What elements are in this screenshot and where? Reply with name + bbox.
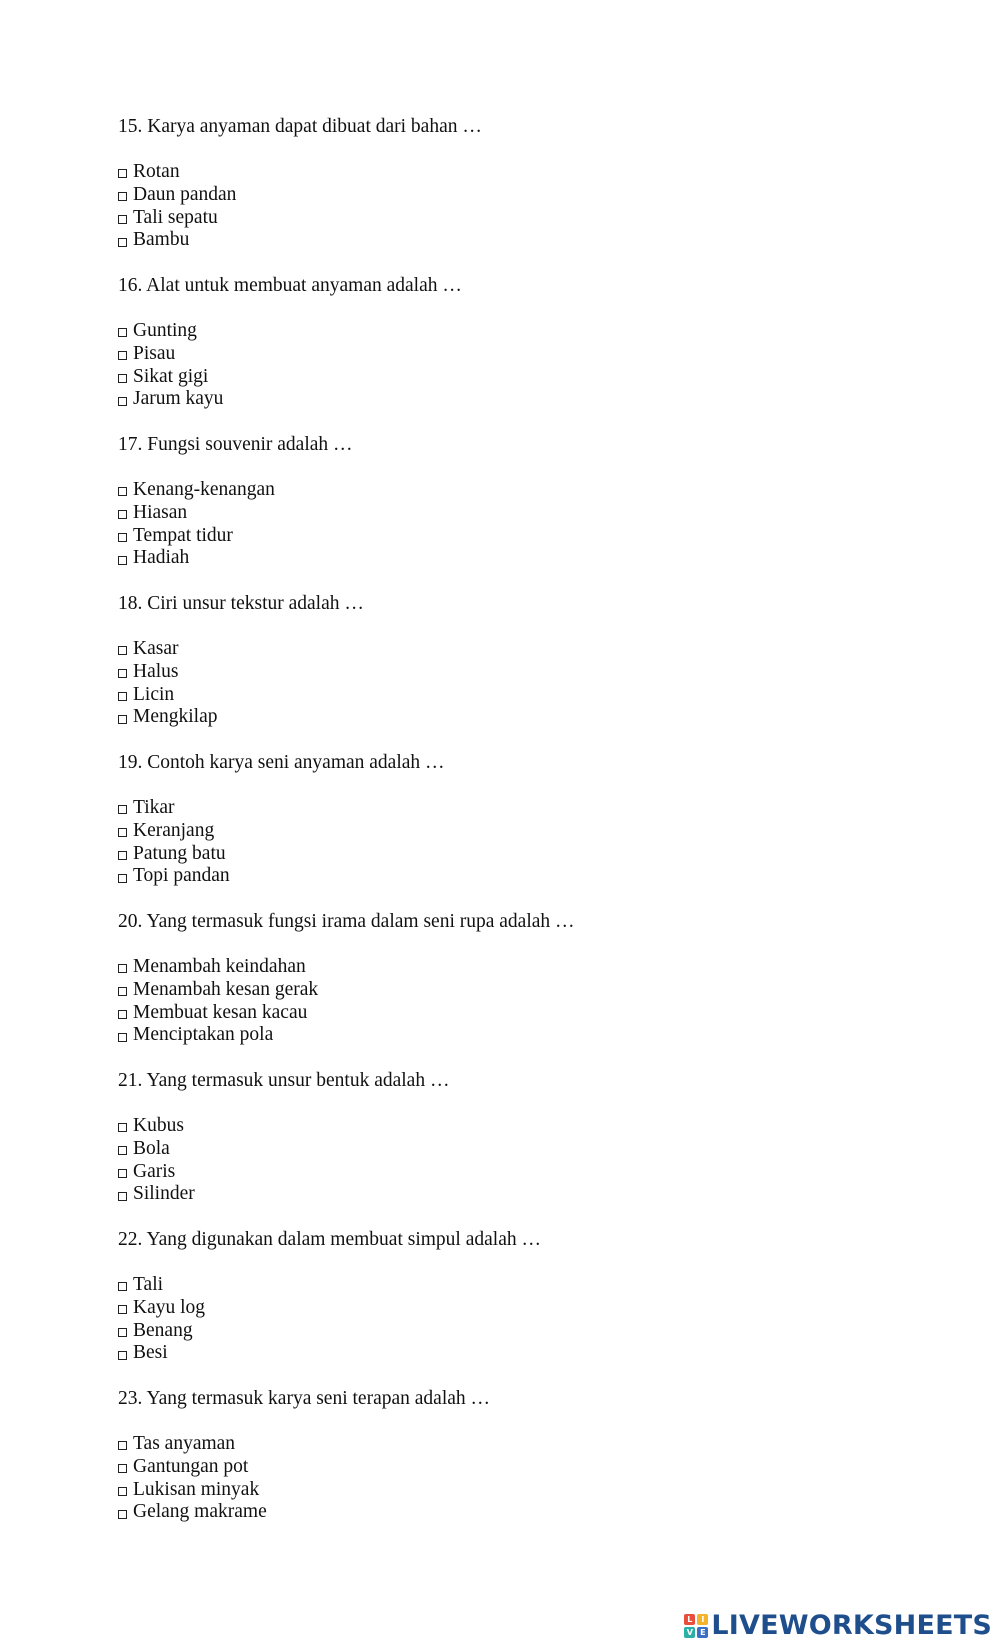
option-item[interactable] xyxy=(118,547,918,570)
option-list xyxy=(118,479,918,570)
checkbox-icon[interactable] xyxy=(118,169,127,178)
option-item[interactable] xyxy=(118,797,918,820)
checkbox-icon[interactable] xyxy=(118,487,127,496)
checkbox-icon[interactable] xyxy=(118,215,127,224)
checkbox-icon[interactable] xyxy=(118,715,127,724)
checkbox-icon[interactable] xyxy=(118,964,127,973)
question-16 xyxy=(118,275,918,434)
option-list xyxy=(118,797,918,888)
option-item[interactable] xyxy=(118,184,918,207)
option-item[interactable] xyxy=(118,366,918,389)
option-item[interactable] xyxy=(118,1024,918,1047)
option-label: Benang xyxy=(133,1319,193,1341)
option-label: Menambah kesan gerak xyxy=(133,978,319,1000)
liveworksheets-branding xyxy=(684,1611,992,1641)
option-item[interactable] xyxy=(118,502,918,525)
question-text: 19. Contoh karya seni anyaman adalah … xyxy=(118,752,445,773)
checkbox-icon[interactable] xyxy=(118,669,127,678)
option-item[interactable] xyxy=(118,979,918,1002)
option-item[interactable] xyxy=(118,343,918,366)
option-label: Gelang makrame xyxy=(133,1501,267,1523)
question-18 xyxy=(118,593,918,752)
option-label: Mengkilap xyxy=(133,706,218,728)
option-item[interactable] xyxy=(118,1138,918,1161)
option-item[interactable] xyxy=(118,479,918,502)
question-20 xyxy=(118,911,918,1070)
brand-name: LIVEWORKSHEETS xyxy=(711,1610,992,1641)
checkbox-icon[interactable] xyxy=(118,1328,127,1337)
option-item[interactable] xyxy=(118,1433,918,1456)
logo-letter: I xyxy=(697,1614,708,1625)
checkbox-icon[interactable] xyxy=(118,397,127,406)
option-item[interactable] xyxy=(118,207,918,230)
option-item[interactable] xyxy=(118,638,918,661)
checkbox-icon[interactable] xyxy=(118,1033,127,1042)
option-label: Tempat tidur xyxy=(133,524,233,546)
option-label: Tali xyxy=(133,1274,164,1295)
question-text: 18. Ciri unsur tekstur adalah … xyxy=(118,593,364,614)
option-item[interactable] xyxy=(118,229,918,252)
question-text: 21. Yang termasuk unsur bentuk adalah … xyxy=(118,1070,450,1091)
option-label: Membuat kesan kacau xyxy=(133,1001,308,1023)
option-label: Topi pandan xyxy=(133,865,230,887)
checkbox-icon[interactable] xyxy=(118,1146,127,1155)
option-label: Hiasan xyxy=(133,501,188,523)
logo-letter: L xyxy=(684,1614,695,1625)
logo-letter: E xyxy=(697,1627,708,1638)
option-label: Pisau xyxy=(133,342,176,364)
liveworksheets-logo-icon xyxy=(684,1614,708,1638)
option-label: Lukisan minyak xyxy=(133,1478,260,1500)
checkbox-icon[interactable] xyxy=(118,510,127,519)
logo-letter: V xyxy=(684,1627,695,1638)
option-label: Halus xyxy=(133,660,179,682)
question-text: 15. Karya anyaman dapat dibuat dari bahan … xyxy=(118,116,482,137)
checkbox-icon[interactable] xyxy=(118,1487,127,1496)
option-item[interactable] xyxy=(118,843,918,866)
option-item[interactable] xyxy=(118,1161,918,1184)
option-label: Tikar xyxy=(133,797,175,818)
option-item[interactable] xyxy=(118,1115,918,1138)
question-text: 16. Alat untuk membuat anyaman adalah … xyxy=(118,275,462,296)
option-label: Menambah keindahan xyxy=(133,956,306,977)
question-23 xyxy=(118,1388,918,1547)
option-label: Keranjang xyxy=(133,819,215,841)
option-item[interactable] xyxy=(118,388,918,411)
question-15 xyxy=(118,116,918,275)
option-label: Tali sepatu xyxy=(133,206,218,228)
option-item[interactable] xyxy=(118,1456,918,1479)
checkbox-icon[interactable] xyxy=(118,1192,127,1201)
option-item[interactable] xyxy=(118,1274,918,1297)
option-item[interactable] xyxy=(118,1002,918,1025)
question-text: 23. Yang termasuk karya seni terapan adalah … xyxy=(118,1388,491,1409)
option-label: Garis xyxy=(133,1160,176,1182)
option-label: Tas anyaman xyxy=(133,1433,236,1454)
checkbox-icon[interactable] xyxy=(118,1282,127,1291)
option-list xyxy=(118,161,918,252)
option-item[interactable] xyxy=(118,1297,918,1320)
checkbox-icon[interactable] xyxy=(118,828,127,837)
option-item[interactable] xyxy=(118,684,918,707)
checkbox-icon[interactable] xyxy=(118,556,127,565)
question-text: 20. Yang termasuk fungsi irama dalam seni rupa adalah … xyxy=(118,911,575,932)
option-label: Bambu xyxy=(133,229,190,251)
option-item[interactable] xyxy=(118,661,918,684)
checkbox-icon[interactable] xyxy=(118,851,127,860)
checkbox-icon[interactable] xyxy=(118,646,127,655)
checkbox-icon[interactable] xyxy=(118,987,127,996)
question-text: 17. Fungsi souvenir adalah … xyxy=(118,434,353,455)
option-list xyxy=(118,320,918,411)
option-item[interactable] xyxy=(118,956,918,979)
question-21 xyxy=(118,1070,918,1229)
question-17 xyxy=(118,434,918,593)
option-label: Rotan xyxy=(133,161,180,182)
option-item[interactable] xyxy=(118,161,918,184)
option-label: Kubus xyxy=(133,1115,184,1136)
checkbox-icon[interactable] xyxy=(118,351,127,360)
checkbox-icon[interactable] xyxy=(118,374,127,383)
option-label: Besi xyxy=(133,1342,168,1364)
option-list xyxy=(118,956,918,1047)
option-item[interactable] xyxy=(118,820,918,843)
option-label: Hadiah xyxy=(133,547,190,569)
checkbox-icon[interactable] xyxy=(118,192,127,201)
option-list xyxy=(118,1115,918,1206)
option-label: Patung batu xyxy=(133,842,226,864)
question-19 xyxy=(118,752,918,911)
option-item[interactable] xyxy=(118,706,918,729)
checkbox-icon[interactable] xyxy=(118,238,127,247)
checkbox-icon[interactable] xyxy=(118,874,127,883)
option-item[interactable] xyxy=(118,1501,918,1524)
option-item[interactable] xyxy=(118,1320,918,1343)
option-item[interactable] xyxy=(118,865,918,888)
option-item[interactable] xyxy=(118,1342,918,1365)
option-label: Licin xyxy=(133,683,175,705)
checkbox-icon[interactable] xyxy=(118,1305,127,1314)
option-label: Daun pandan xyxy=(133,183,237,205)
option-item[interactable] xyxy=(118,320,918,343)
option-label: Bola xyxy=(133,1137,170,1159)
question-22 xyxy=(118,1229,918,1388)
checkbox-icon[interactable] xyxy=(118,1510,127,1519)
option-list xyxy=(118,1274,918,1365)
option-label: Kayu log xyxy=(133,1296,206,1318)
checkbox-icon[interactable] xyxy=(118,1441,127,1450)
option-label: Menciptakan pola xyxy=(133,1024,274,1046)
option-item[interactable] xyxy=(118,1479,918,1502)
option-label: Gunting xyxy=(133,320,197,341)
option-list xyxy=(118,638,918,729)
checkbox-icon[interactable] xyxy=(118,805,127,814)
option-label: Jarum kayu xyxy=(133,388,224,410)
question-list xyxy=(118,116,918,1547)
option-label: Sikat gigi xyxy=(133,365,209,387)
option-item[interactable] xyxy=(118,525,918,548)
option-label: Silinder xyxy=(133,1183,195,1205)
checkbox-icon[interactable] xyxy=(118,533,127,542)
option-item[interactable] xyxy=(118,1183,918,1206)
checkbox-icon[interactable] xyxy=(118,1351,127,1360)
option-label: Kenang-kenangan xyxy=(133,479,275,500)
checkbox-icon[interactable] xyxy=(118,692,127,701)
checkbox-icon[interactable] xyxy=(118,1123,127,1132)
option-label: Kasar xyxy=(133,638,179,659)
option-label: Gantungan pot xyxy=(133,1455,249,1477)
option-list xyxy=(118,1433,918,1524)
checkbox-icon[interactable] xyxy=(118,1010,127,1019)
checkbox-icon[interactable] xyxy=(118,328,127,337)
question-text: 22. Yang digunakan dalam membuat simpul adalah … xyxy=(118,1229,541,1250)
checkbox-icon[interactable] xyxy=(118,1169,127,1178)
checkbox-icon[interactable] xyxy=(118,1464,127,1473)
